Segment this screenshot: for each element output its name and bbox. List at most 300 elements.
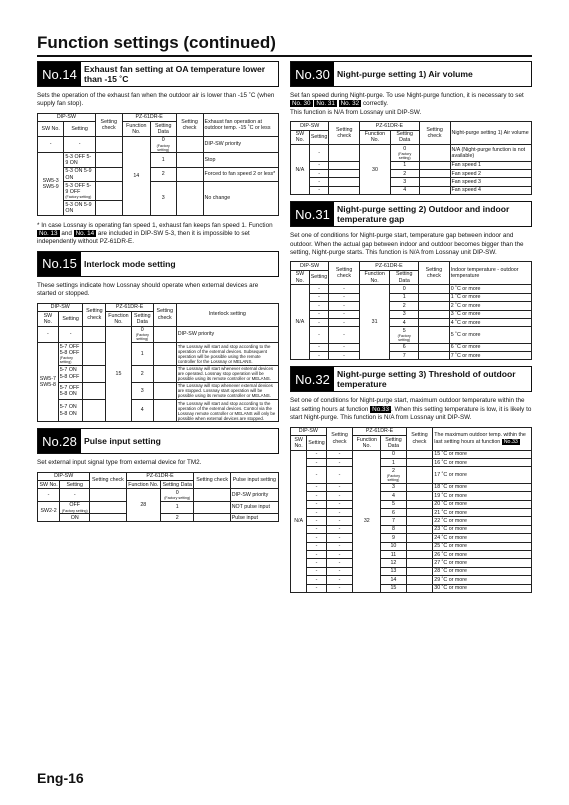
data-cell: 1	[390, 161, 419, 169]
value-cell: Forced to fan speed 2 or less*	[203, 167, 278, 182]
value-cell: 26 ˚C or more	[433, 550, 532, 558]
table-row	[291, 525, 532, 533]
section-14-header	[37, 61, 279, 87]
table-row	[291, 584, 532, 592]
check-cell	[83, 342, 106, 365]
page-title: Function settings (continued)	[37, 33, 276, 52]
function-tag: No.33	[372, 405, 389, 413]
col-sw-no: SW No.	[291, 436, 307, 451]
table-row	[291, 467, 532, 483]
data-cell: 3	[131, 382, 153, 399]
setting-cell: -	[309, 327, 329, 343]
table-row	[291, 302, 532, 310]
table-row	[291, 285, 532, 293]
check-cell	[406, 483, 433, 491]
data-cell: 2	[390, 169, 419, 177]
data-cell: 13	[381, 567, 406, 575]
check-cell	[406, 450, 433, 458]
section-14-number: No.14	[38, 62, 81, 86]
data-cell: 4	[131, 399, 153, 421]
desc-text: . When this setting temperature is low, it is likely to start Night-purge. This function is N/A from Lossnay unit DIP-SW.	[290, 405, 532, 422]
col-dip-sw: DIP-SW	[291, 122, 329, 130]
setting-value: 5-7 OFF 5-8 OFF	[59, 343, 80, 356]
check-cell	[90, 514, 126, 522]
section-28-number: No.28	[38, 429, 81, 453]
value-cell: 16 ˚C or more	[433, 459, 532, 467]
check-cell	[419, 178, 450, 186]
setting-cell: -	[307, 509, 327, 517]
check-cell	[406, 500, 433, 508]
col-dip-sw: DIP-SW	[38, 113, 96, 121]
data-cell: 1	[381, 459, 406, 467]
check-cell: -	[329, 352, 360, 360]
sw-no-cell: N/A	[291, 145, 310, 195]
check-cell	[329, 169, 360, 177]
check-cell: -	[326, 500, 353, 508]
col-setting: Setting	[309, 130, 329, 145]
data-cell: 9	[381, 534, 406, 542]
col-setting: Setting	[60, 480, 90, 488]
value-cell: N/A (Night-purge function is not available)	[450, 145, 532, 161]
factory-note: (Factory setting)	[135, 333, 149, 342]
check-cell: -	[329, 285, 360, 293]
check-cell	[83, 326, 106, 342]
sw-no-cell: -	[38, 489, 60, 501]
table-row	[291, 483, 532, 491]
col-last: Interlock setting	[176, 303, 278, 326]
check-cell: -	[326, 483, 353, 491]
check-cell	[406, 542, 433, 550]
check-cell	[406, 576, 433, 584]
check-cell: -	[329, 310, 360, 318]
check-cell	[406, 467, 433, 483]
col-function-no: Function No.	[106, 311, 131, 326]
value-cell: The Lossnay will start whenever external devices are operated. Lossnay stop operation will be possible using its remote controller or MELANS.	[176, 365, 278, 382]
setting-cell: -	[309, 186, 329, 194]
setting-cell: -	[307, 517, 327, 525]
data-cell	[150, 136, 176, 152]
col-setting-check: Setting check	[153, 303, 176, 326]
value-cell: 21 ˚C or more	[433, 509, 532, 517]
col-function-no: Function No.	[359, 270, 389, 285]
section-32-title: Night-purge setting 3) Threshold of outdoor temperature	[337, 369, 516, 390]
data-cell: 3	[390, 310, 419, 318]
value-cell: 29 ˚C or more	[433, 576, 532, 584]
col-function-no: Function No.	[122, 122, 150, 137]
check-cell	[95, 200, 122, 215]
section-30-header	[290, 61, 532, 87]
value-cell: NOT pulse input	[230, 501, 278, 513]
desc-text: This function is N/A from Lossnay unit DIP-SW.	[290, 108, 422, 116]
check-cell	[153, 382, 176, 399]
check-cell	[329, 145, 360, 161]
table-row	[291, 343, 532, 351]
table-row	[291, 169, 532, 177]
function-tag: No. 13	[39, 229, 58, 237]
setting-cell: -	[309, 302, 329, 310]
value-cell: 6 ˚C or more	[449, 343, 531, 351]
check-cell	[153, 399, 176, 421]
function-no-cell: 32	[353, 450, 381, 592]
data-cell: 12	[381, 559, 406, 567]
data-cell: 3	[381, 483, 406, 491]
value-cell: The Lossnay will start and stop according to the operation of the external devices. Control via the Lossnay remote controller or MELANS will only be possible when external devices are stopped.	[176, 399, 278, 421]
table-row	[291, 293, 532, 301]
desc-text: Set fan speed during Night-purge. To use Night-purge function, it is necessary to set	[290, 92, 524, 99]
col-sw-no: SW No.	[39, 481, 58, 488]
col-last: Night-purge setting 1) Air volume	[450, 122, 532, 145]
value-cell: 18 ˚C or more	[433, 483, 532, 491]
col-setting: Setting	[309, 270, 329, 285]
sw-no-cell: -	[38, 326, 59, 342]
check-cell	[90, 489, 126, 501]
value-cell: 1 ˚C or more	[449, 293, 531, 301]
data-cell: 6	[381, 509, 406, 517]
check-cell	[406, 584, 433, 592]
data-cell	[390, 327, 419, 343]
setting-cell: -	[307, 525, 327, 533]
data-cell	[160, 489, 194, 501]
check-cell	[153, 342, 176, 365]
left-column	[37, 61, 279, 528]
section-14-description: Sets the operation of the exhaust fan when the outdoor air is lower than -15 ˚C (when supply fan stop).	[37, 92, 275, 108]
setting-value: OFF	[69, 502, 80, 509]
table-row	[291, 500, 532, 508]
check-cell: -	[326, 576, 353, 584]
data-cell: 1	[150, 153, 176, 168]
col-setting-check: Setting check	[90, 472, 126, 489]
setting-cell: -	[307, 467, 327, 483]
table-row	[291, 327, 532, 343]
data-cell: 1	[160, 501, 194, 513]
col-setting-check: Setting check	[329, 122, 360, 145]
check-cell	[406, 509, 433, 517]
check-cell	[406, 459, 433, 467]
check-cell	[329, 178, 360, 186]
value-cell: 24 ˚C or more	[433, 534, 532, 542]
section-15-number: No.15	[38, 252, 81, 276]
col-setting-check: Setting check	[406, 427, 433, 450]
check-cell: -	[326, 525, 353, 533]
value-cell: The Lossnay will stop whenever external devices are stopped. Lossnay start operation will be possible using its remote controller or MELANS.	[176, 382, 278, 399]
check-cell	[419, 293, 450, 301]
data-cell: 0	[390, 285, 419, 293]
col-setting-data: Setting Data	[381, 436, 406, 451]
section-32-rows	[291, 450, 532, 592]
section-31-header	[290, 201, 532, 227]
col-setting-check: Setting check	[419, 122, 450, 145]
col-pz: PZ-61DR-E	[359, 262, 418, 270]
note-text: and	[61, 229, 72, 237]
section-32-description	[290, 397, 532, 422]
data-cell: 8	[381, 525, 406, 533]
function-tag: No.33	[503, 438, 518, 445]
value-cell: 30 ˚C or more	[433, 584, 532, 592]
note-text: * In case Lossnay is operating fan speed 1, exhaust fan keeps fan speed 1. Function	[37, 221, 273, 229]
setting-cell: -	[309, 285, 329, 293]
table-row	[38, 489, 279, 501]
check-cell	[176, 153, 203, 168]
check-cell	[419, 318, 450, 326]
setting-cell: -	[58, 326, 83, 342]
setting-cell: -	[307, 483, 327, 491]
factory-note: (Factory setting)	[386, 474, 401, 483]
check-cell	[90, 501, 126, 513]
col-last: Exhaust fan operation at outdoor temp. -15 ˚C or less	[203, 113, 278, 136]
col-setting: Setting	[58, 311, 83, 326]
section-31-description: Set one of conditions for Night-purge start, temperature gap between indoor and outdoor. When the actual gap between indoor and outdoor becomes bigger than the setting, Night-purge starts. This function is N/A from Lossnay unit DIP-SW.	[290, 232, 524, 256]
table-row	[291, 161, 532, 169]
data-cell: 4	[381, 492, 406, 500]
section-28-title: Pulse input setting	[84, 436, 161, 447]
table-row	[291, 352, 532, 360]
col-sw-no: SW No.	[38, 122, 64, 137]
check-cell	[95, 182, 122, 201]
col-dip-sw: DIP-SW	[38, 472, 90, 480]
section-32-number: No.32	[291, 367, 334, 391]
col-setting-data: Setting Data	[390, 270, 419, 285]
data-cell: 4	[390, 186, 419, 194]
section-15-description: These settings indicate how Lossnay should operate when external devices are started or stopped.	[37, 281, 259, 298]
check-cell: -	[329, 293, 360, 301]
section-31-table	[290, 261, 532, 360]
data-cell	[381, 467, 406, 483]
table-row	[38, 326, 279, 342]
col-setting-check: Setting check	[83, 303, 106, 326]
col-setting-data: Setting Data	[160, 480, 194, 488]
col-setting-data: Setting Data	[390, 130, 419, 145]
data-cell: 11	[381, 550, 406, 558]
data-cell	[390, 145, 419, 161]
function-no-cell: 14	[122, 136, 150, 215]
col-sw-no: SW No.	[291, 130, 310, 145]
value-cell: 0 ˚C or more	[449, 285, 531, 293]
function-tag: No. 30	[292, 100, 311, 108]
check-cell: -	[329, 327, 360, 343]
col-setting-check: Setting check	[95, 113, 122, 136]
factory-note: (Factory setting)	[59, 355, 73, 364]
setting-cell: -	[309, 145, 329, 161]
section-14-table	[37, 113, 279, 216]
factory-note: (Factory setting)	[61, 508, 88, 513]
col-last-text: The maximum outdoor temp. within the last setting hours at function	[434, 432, 526, 445]
data-cell: 3	[150, 182, 176, 215]
setting-value: 5-3 OFF 5-9 OFF	[65, 182, 92, 196]
table-row	[291, 178, 532, 186]
data-cell: 15	[381, 584, 406, 592]
check-cell	[83, 365, 106, 382]
check-cell	[406, 517, 433, 525]
data-cell: 5	[381, 500, 406, 508]
section-30-table	[290, 121, 532, 195]
note-text: are included in DIP-SW 5-3, then it is impossible to set independently without PZ-61DR-E.	[37, 229, 250, 246]
check-cell	[153, 365, 176, 382]
setting-cell: -	[309, 310, 329, 318]
value-cell: Fan speed 3	[450, 178, 532, 186]
right-column	[290, 61, 532, 599]
col-function-no: Function No.	[126, 480, 160, 488]
function-tag: No. 32	[340, 100, 360, 108]
setting-cell: -	[307, 576, 327, 584]
section-28-description: Set external input signal type from external device for TM2.	[37, 459, 202, 467]
setting-cell: -	[307, 550, 327, 558]
function-no-cell: 15	[106, 326, 131, 422]
setting-cell: -	[309, 169, 329, 177]
check-cell	[194, 489, 230, 501]
value-cell: Fan speed 2	[450, 169, 532, 177]
setting-cell	[58, 342, 83, 365]
check-cell	[419, 352, 450, 360]
value-cell: DIP-SW priority	[230, 489, 278, 501]
check-cell: -	[326, 459, 353, 467]
check-cell	[419, 302, 450, 310]
check-cell	[419, 343, 450, 351]
data-cell: 7	[390, 352, 419, 360]
table-row	[291, 310, 532, 318]
setting-cell: -	[307, 450, 327, 458]
factory-note: (Factory setting)	[65, 195, 92, 200]
data-cell: 2	[150, 167, 176, 182]
section-30-number: No.30	[291, 62, 334, 86]
data-value: 0	[140, 327, 144, 334]
data-cell: 2	[390, 302, 419, 310]
data-cell: 14	[381, 576, 406, 584]
check-cell	[419, 145, 450, 161]
col-pz: PZ-61DR-E	[122, 113, 176, 121]
check-cell: -	[326, 517, 353, 525]
setting-cell: 5-3 ON 5-9 ON	[64, 200, 95, 215]
col-dip-sw: DIP-SW	[291, 262, 329, 270]
setting-cell: 5-3 OFF 5-9 ON	[64, 153, 95, 168]
table-row	[291, 318, 532, 326]
value-cell: DIP-SW priority	[176, 326, 278, 342]
value-cell: DIP-SW priority	[203, 136, 278, 152]
factory-note: (Factory setting)	[397, 334, 411, 343]
page-number: Eng-16	[37, 770, 84, 786]
value-cell: 7 ˚C or more	[449, 352, 531, 360]
setting-cell: -	[309, 352, 329, 360]
setting-cell	[64, 182, 95, 201]
data-value: 5	[402, 327, 406, 334]
setting-cell: -	[64, 136, 95, 152]
value-cell: 23 ˚C or more	[433, 525, 532, 533]
data-cell: 3	[390, 178, 419, 186]
check-cell	[194, 501, 230, 513]
check-cell	[83, 382, 106, 399]
table-row	[38, 365, 279, 382]
setting-cell: -	[307, 559, 327, 567]
col-setting-data: Setting Data	[131, 311, 153, 326]
check-cell: -	[326, 492, 353, 500]
value-cell: 19 ˚C or more	[433, 492, 532, 500]
sw-no-cell: SW2-2	[38, 501, 60, 522]
col-dip-sw: DIP-SW	[291, 427, 327, 435]
value-cell: Fan speed 1	[450, 161, 532, 169]
col-pz: PZ-61DR-E	[360, 122, 419, 130]
col-setting-check: Setting check	[329, 262, 360, 285]
check-cell: -	[326, 559, 353, 567]
check-cell	[329, 161, 360, 169]
setting-cell: -	[307, 534, 327, 542]
data-cell: 4	[390, 318, 419, 326]
value-cell: 28 ˚C or more	[433, 567, 532, 575]
data-cell	[131, 326, 153, 342]
sw-no-cell: SW5-3 SW5-9	[38, 153, 64, 215]
check-cell	[419, 285, 450, 293]
check-cell: -	[326, 509, 353, 517]
value-cell: Stop	[203, 153, 278, 168]
check-cell	[176, 136, 203, 152]
check-cell	[406, 525, 433, 533]
check-cell	[406, 550, 433, 558]
value-cell: 15 ˚C or more	[433, 450, 532, 458]
section-15-title: Interlock mode setting	[84, 258, 176, 269]
setting-cell: -	[309, 318, 329, 326]
data-cell: 1	[390, 293, 419, 301]
table-row	[291, 542, 532, 550]
check-cell	[153, 326, 176, 342]
check-cell	[406, 567, 433, 575]
col-function-no: Function No.	[353, 436, 381, 451]
setting-cell: 5-3 ON 5-9 ON	[64, 167, 95, 182]
check-cell	[419, 327, 450, 343]
table-row	[38, 153, 279, 168]
setting-cell: -	[307, 567, 327, 575]
check-cell: -	[326, 550, 353, 558]
data-value: 0	[403, 145, 407, 152]
data-value: 0	[161, 137, 165, 144]
data-value: 2	[391, 468, 395, 475]
section-31-title: Night-purge setting 2) Outdoor and indoor temperature gap	[337, 204, 510, 225]
factory-note: (Factory setting)	[156, 143, 170, 152]
check-cell: -	[326, 542, 353, 550]
col-function-no: Function No.	[360, 130, 391, 145]
function-tag: No. 31	[316, 100, 335, 108]
setting-cell	[60, 501, 90, 513]
check-cell	[419, 310, 450, 318]
data-cell: 0	[381, 450, 406, 458]
check-cell: -	[329, 318, 360, 326]
col-sw-no: SW No.	[291, 270, 310, 285]
setting-cell: ON	[60, 514, 90, 522]
value-cell: 22 ˚C or more	[433, 517, 532, 525]
table-row	[291, 509, 532, 517]
sw-no-cell: -	[38, 136, 64, 152]
data-cell: 2	[160, 514, 194, 522]
function-no-cell: 28	[126, 489, 160, 522]
value-cell: 17 ˚C or more	[433, 467, 532, 483]
section-28-header	[37, 428, 279, 454]
col-sw-no: SW No.	[38, 311, 59, 326]
check-cell: -	[326, 584, 353, 592]
table-row	[291, 450, 532, 458]
check-cell	[406, 492, 433, 500]
setting-cell: -	[307, 459, 327, 467]
table-row	[38, 182, 279, 201]
table-row	[291, 550, 532, 558]
value-cell: 27 ˚C or more	[433, 559, 532, 567]
col-setting-check: Setting check	[419, 262, 450, 285]
table-row	[291, 145, 532, 161]
setting-cell: -	[309, 161, 329, 169]
check-cell: -	[326, 534, 353, 542]
data-cell: 2	[131, 365, 153, 382]
value-cell: Fan speed 4	[450, 186, 532, 194]
setting-cell: -	[307, 584, 327, 592]
col-setting-check: Setting check	[194, 472, 230, 489]
setting-cell: 5-7 ON 5-8 OFF	[58, 365, 83, 382]
value-cell: The Lossnay will start and stop according to the operation of the external devices. Subsequent operation will be possible using the remote controller for the Lossnay or MELANS.	[176, 342, 278, 365]
